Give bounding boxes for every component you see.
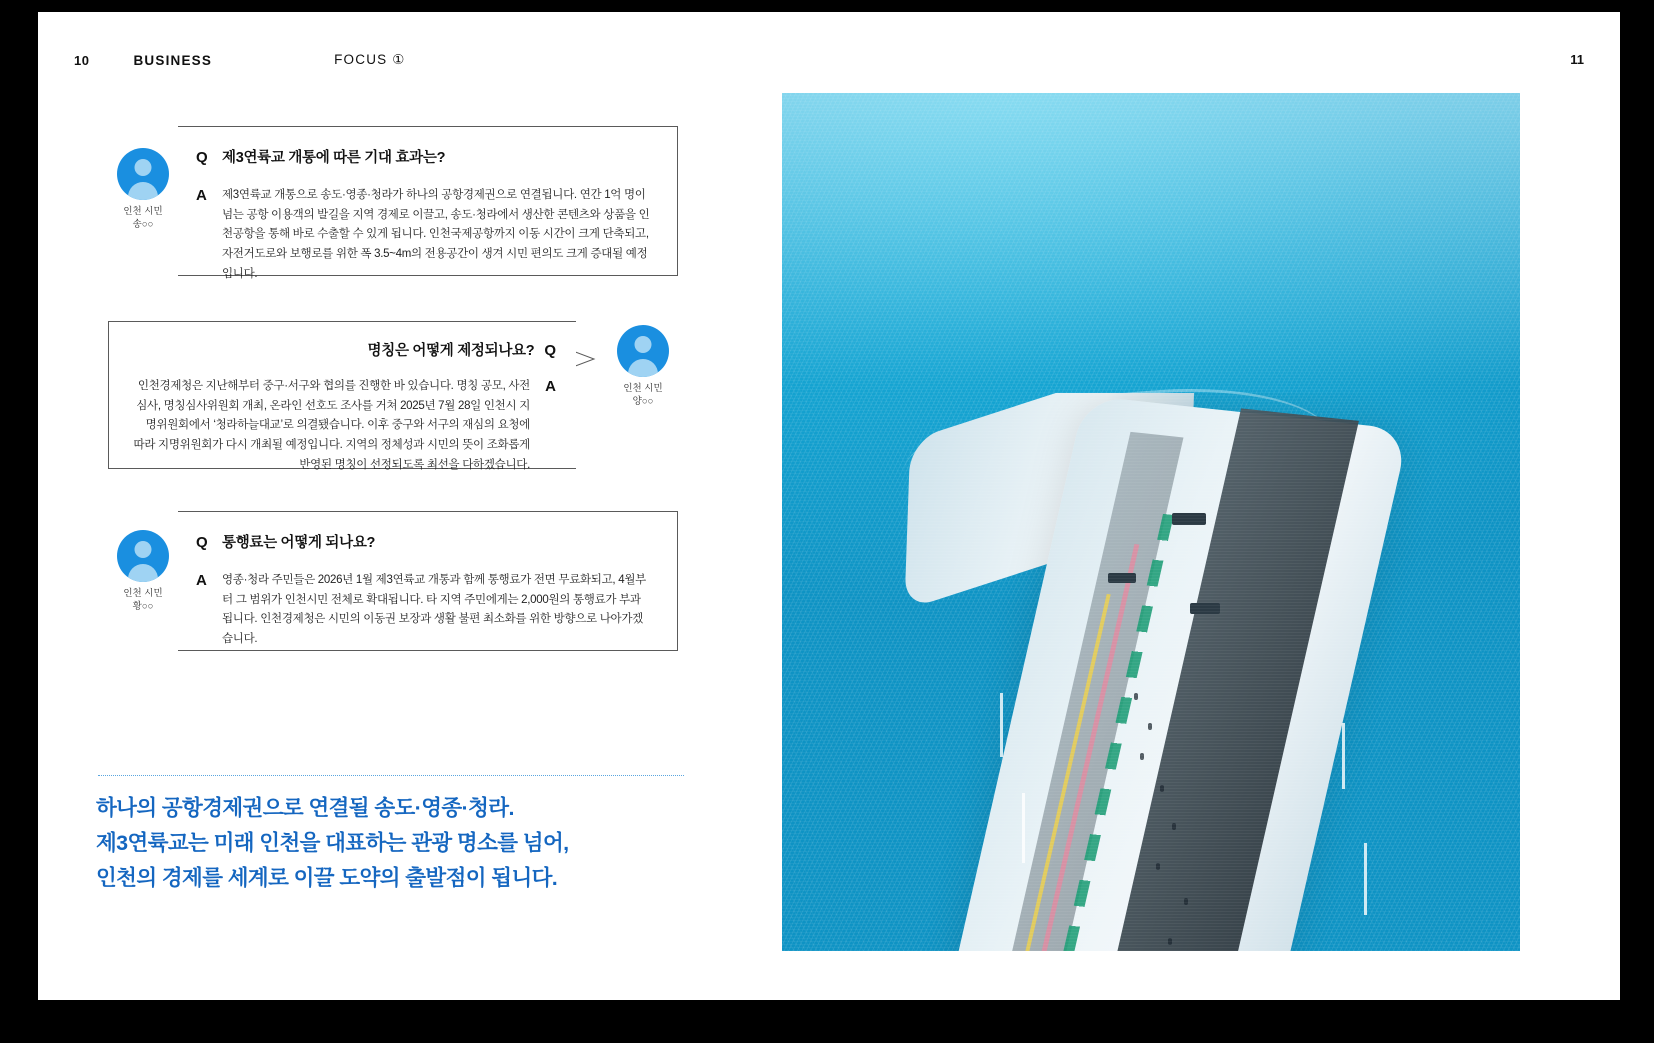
question-text: 제3연륙교 개통에 따른 기대 효과는? (222, 150, 446, 166)
q-marker: Q (196, 149, 208, 166)
avatar-body-icon (128, 182, 158, 200)
speaker-3 (98, 530, 188, 614)
speaker-name: 송○○ (132, 218, 154, 230)
answer-text: 제3연륙교 개통으로 송도·영종·청라가 하나의 공항경제권으로 연결됩니다. 연간 1억 명이 넘는 공항 이용객의 발길을 지역 경제로 이끌고, 송도·청라에서 생산한 콘텐츠와 상품을 인천공항을 통해 바로 수출할 수 있게 됩니다. 인천국제공항까지 이동 시간이 크게 단축되고, 자전거도로와 보행로를 위한 폭 3.5~4m의 전용공간이 생겨 시민 편의도 크게 증대될 예정입니다. (222, 188, 650, 280)
avatar-head-icon (135, 541, 152, 558)
horizon-haze (782, 93, 1520, 385)
qa-box-1 (178, 126, 678, 280)
qa-box-2 (108, 321, 576, 469)
qa-box-3 (178, 511, 678, 651)
page-number-left: 10 (74, 52, 90, 68)
avatar (117, 148, 169, 200)
q-marker: Q (544, 342, 556, 359)
a-marker: A (545, 377, 556, 395)
pedestrian (1160, 785, 1164, 792)
avatar (617, 325, 669, 377)
top-black-bar (0, 0, 1654, 12)
question-line-3 (196, 534, 651, 553)
pedestrian (1140, 753, 1144, 760)
speaker-caption (98, 588, 188, 614)
speaker-2 (598, 325, 688, 409)
page-number-right: 11 (1570, 52, 1584, 67)
light-pole (1364, 843, 1367, 915)
bridge-deck (872, 393, 1432, 951)
pedestrian (1184, 898, 1188, 905)
pedestrian (1156, 863, 1160, 870)
avatar-head-icon (635, 336, 652, 353)
light-pole (1342, 723, 1345, 789)
speaker-caption (98, 206, 188, 232)
closing-line-3: 인천의 경제를 세계로 이끌 도약의 출발점이 됩니다. (96, 865, 558, 890)
question-text: 명칭은 어떻게 제정되나요? (367, 343, 535, 359)
running-head-left (74, 52, 406, 68)
left-black-bar (0, 0, 38, 1043)
pedestrian (1168, 938, 1172, 945)
section-label: BUSINESS (133, 52, 213, 68)
answer-text: 인천경제청은 지난해부터 중구·서구와 협의를 진행한 바 있습니다. 명칭 공모, 사전심사, 명칭심사위원회 개최, 온라인 선호도 조사를 거쳐 2025년 7월 28일 인천시 지명위원회에서 ‘청라하늘대교’로 의결됐습니다. 이후 중구와 서구의 재심의 요청에 따라 지명위원회가 다시 개최될 예정입니다. 지역의 정체성과 시민의 뜻이 조화롭게 반영된 명칭이 선정되도록 최선을 다하겠습니다. (133, 379, 530, 471)
a-marker: A (196, 186, 207, 204)
speaker-caption (598, 383, 688, 409)
focus-label: FOCUS ① (334, 52, 406, 67)
speaker-name: 양○○ (632, 395, 654, 407)
speaker-1 (98, 148, 188, 232)
right-black-bar (1620, 0, 1654, 1043)
pedestrian (1172, 823, 1176, 830)
avatar (117, 530, 169, 582)
answer-text: 영종·청라 주민들은 2026년 1월 제3연륙교 개통과 함께 통행료가 전면 무료화되고, 4월부터 그 범위가 인천시민 전체로 확대됩니다. 타 지역 주민에게는 2,000원의 통행료가 부과됩니다. 인천경제청은 시민의 이동권 보장과 생활 불편 최소화를 위한 방향으로 나아가겠습니다. (222, 573, 646, 646)
overhead-sign (1108, 573, 1136, 583)
avatar-head-icon (135, 159, 152, 176)
left-page (38, 93, 782, 951)
avatar-body-icon (128, 564, 158, 582)
answer-line-2 (133, 377, 556, 476)
closing-statement (96, 791, 716, 895)
answer-line-1 (196, 186, 651, 285)
closing-divider (98, 775, 684, 776)
speaker-name: 황○○ (132, 600, 154, 612)
answer-line-3 (196, 571, 651, 650)
pedestrian (1148, 723, 1152, 730)
bottom-black-bar (0, 1000, 1654, 1043)
speaker-role: 인천 시민 (623, 383, 663, 394)
running-head (38, 12, 1620, 97)
overhead-sign (1190, 603, 1220, 614)
q-marker: Q (196, 534, 208, 551)
speaker-role: 인천 시민 (123, 206, 163, 217)
light-pole (1000, 693, 1003, 757)
closing-line-2: 제3연륙교는 미래 인천을 대표하는 관광 명소를 넘어, (96, 830, 569, 855)
question-text: 통행료는 어떻게 되나요? (222, 535, 376, 551)
closing-line-1: 하나의 공항경제권으로 연결될 송도·영종·청라. (96, 796, 514, 820)
overhead-sign (1172, 513, 1206, 525)
light-pole (1022, 793, 1025, 863)
question-line-1 (196, 149, 651, 168)
a-marker: A (196, 571, 207, 589)
bridge-photo (782, 93, 1520, 951)
avatar-body-icon (628, 359, 658, 377)
speaker-role: 인천 시민 (123, 588, 163, 599)
pedestrian (1134, 693, 1138, 700)
question-line-2 (133, 342, 556, 361)
